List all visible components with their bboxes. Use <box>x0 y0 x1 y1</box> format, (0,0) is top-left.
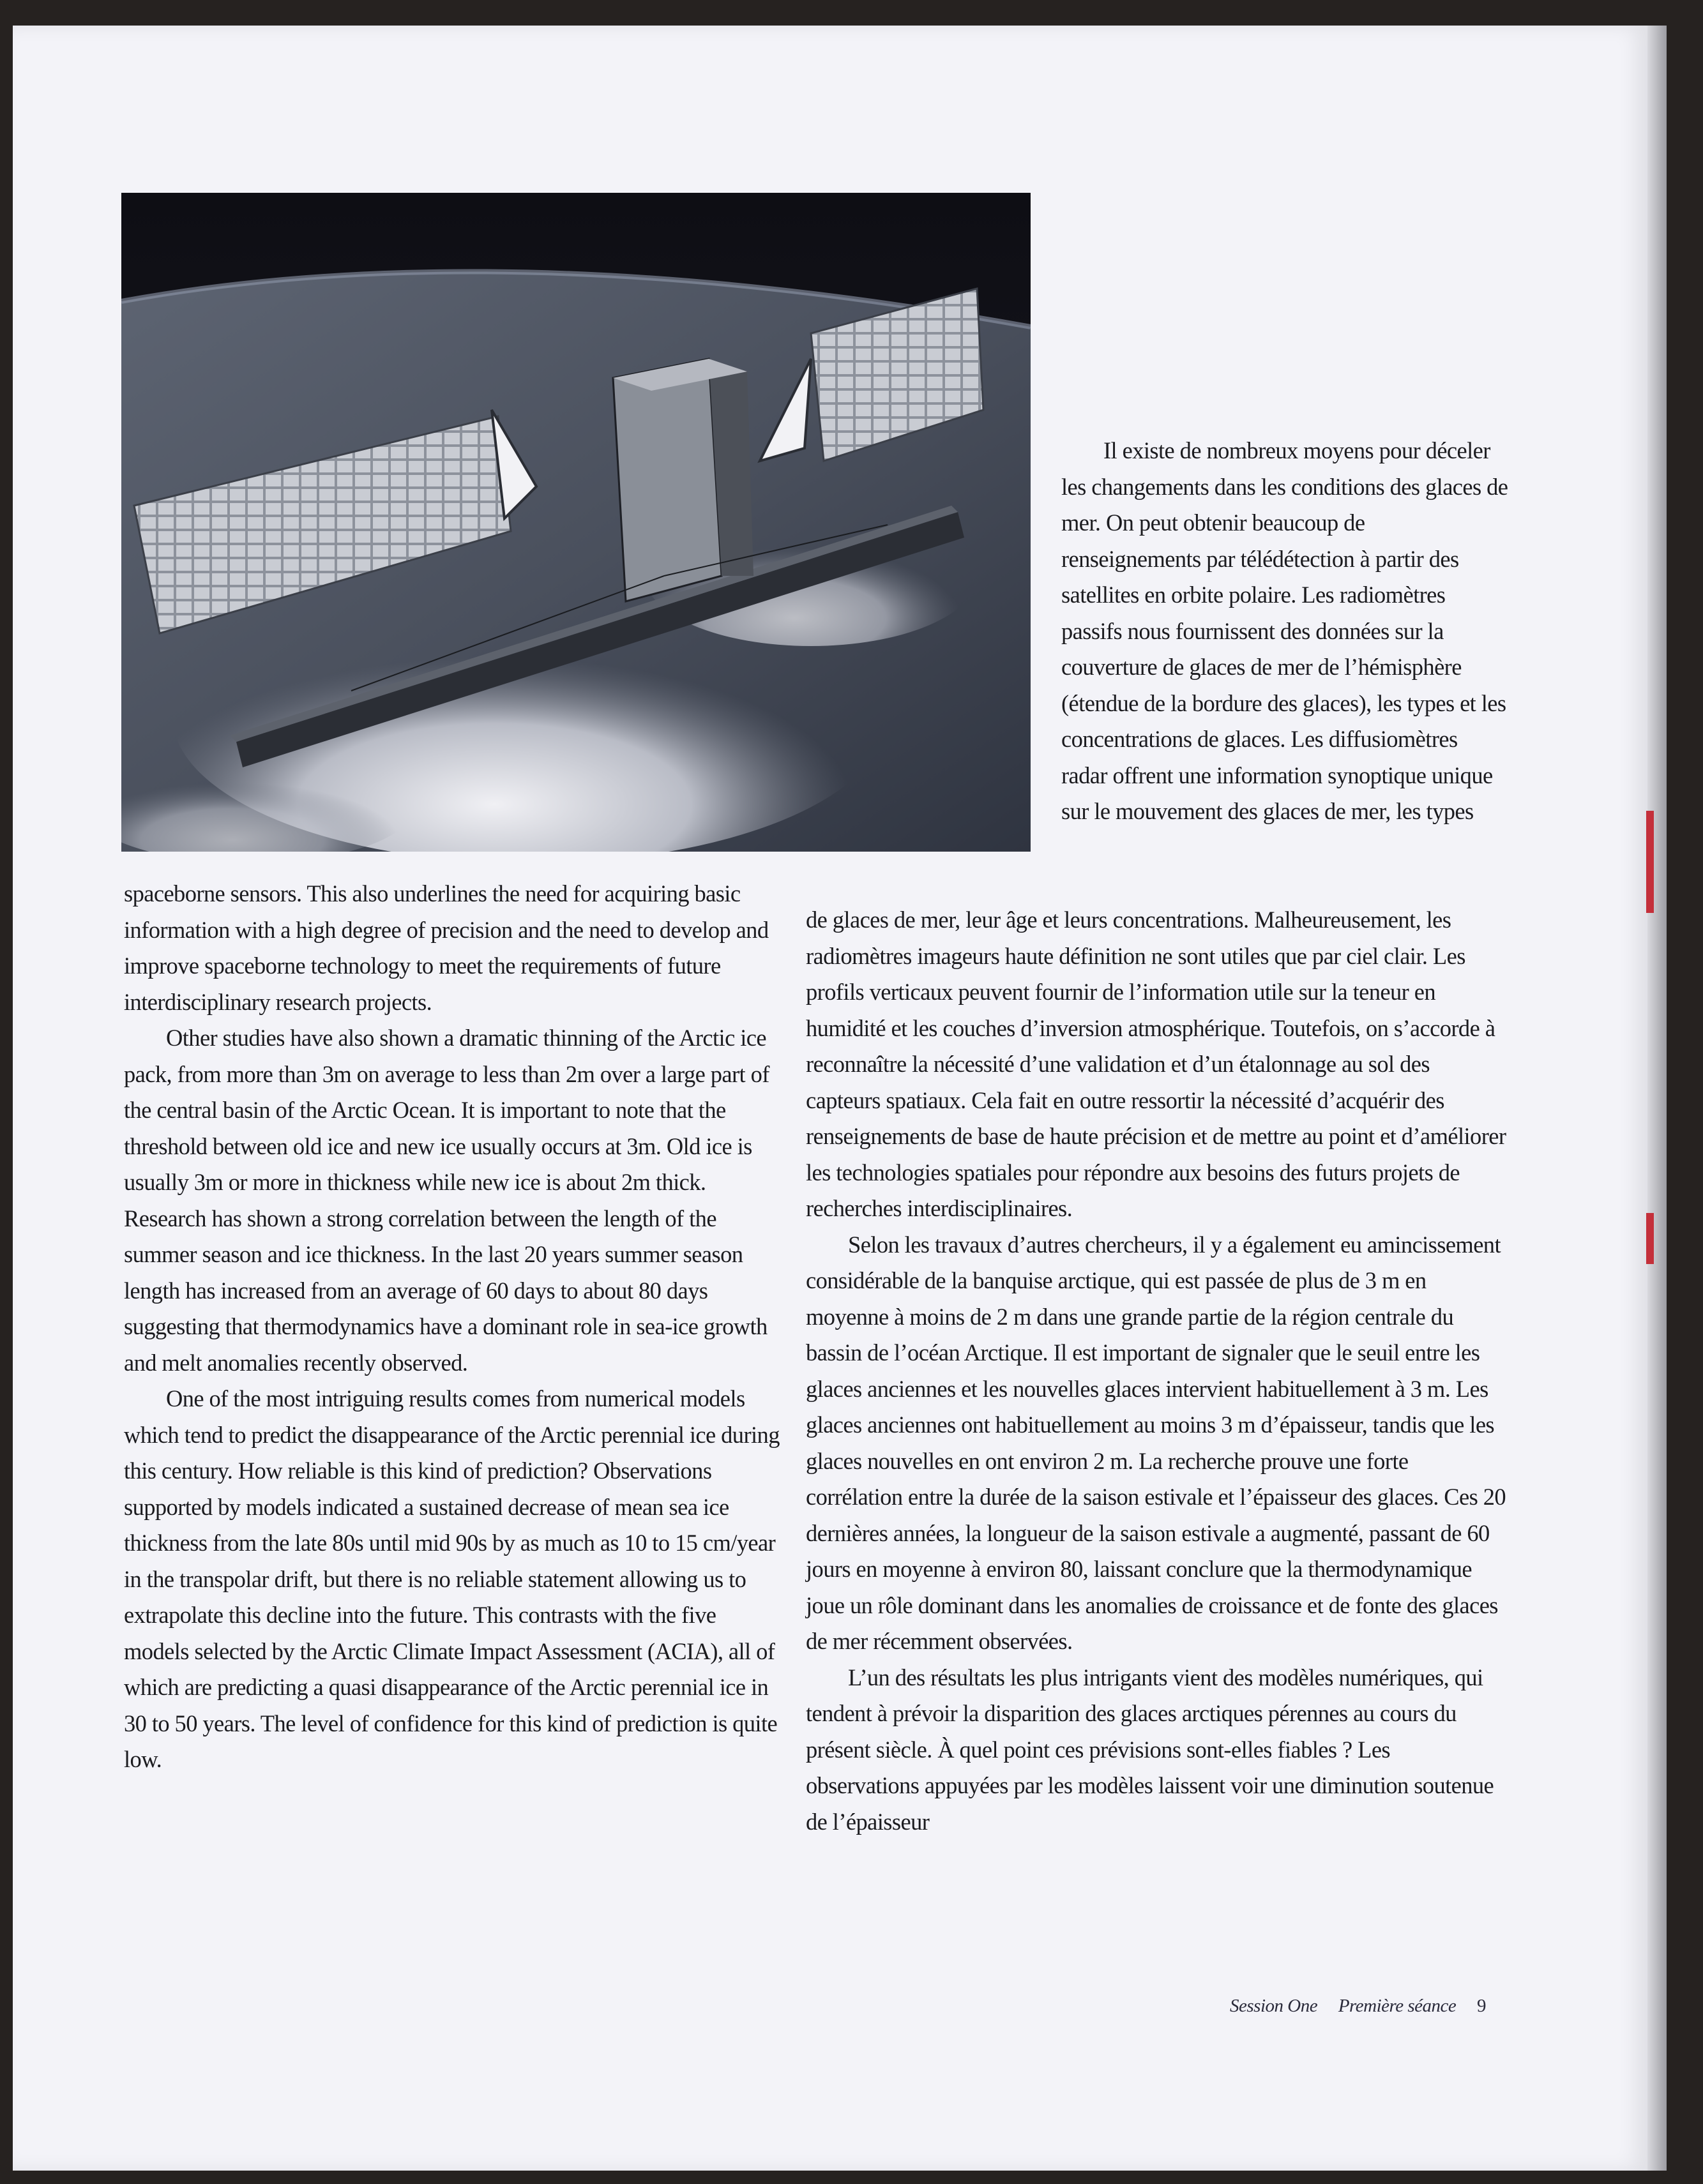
page-tab-marker <box>1646 1213 1654 1264</box>
column-right-top <box>1061 433 1508 830</box>
page-tab-marker <box>1646 811 1654 913</box>
footer-session-fr: Première séance <box>1338 1996 1457 2016</box>
paragraph: Other studies have also shown a dramatic thinning of the Arctic ice pack, from more than 3m on average to less than 2m over a large part of the central basin of the Arctic Ocean. It is important to note that the threshold between old ice and new ice usually occurs at 3m. Old ice is usually 3m or more in thickness while new ice is about 2m thick. Research has shown a strong correlation between the length of the summer season and ice thickness. In the last 20 years summer season length has increased from an average of 60 days to about 80 days suggesting that thermodynamics have a dominant role in sea-ice growth and melt anomalies recently observed. <box>124 1025 769 1376</box>
paragraph: de glaces de mer, leur âge et leurs concentrations. Malheureusement, les radiomètres imageurs haute définition ne sont utiles que par ciel clair. Les profils verticaux peuvent fournir de l’information utile sur la teneur en humidité et les couches d’inversion atmosphérique. Toutefois, on s’accorde à reconnaître la nécessité d’une validation et d’un étalonnage au sol des capteurs spatiaux. Cela fait en outre ressortir la nécessité d’acquérir des renseignements de base de haute précision et de mettre au point et d’améliorer les technologies spatiales pour répondre aux besoins des futurs projets de recherches interdisciplinaires. <box>806 907 1506 1221</box>
paragraph: One of the most intriguing results comes from numerical models which tend to predict the disappearance of the Arctic perennial ice during this century. How reliable is this kind of prediction? Observations supported by models indicated a sustained decrease of mean sea ice thickness from the late 80s until mid 90s by as much as 10 to 15 cm/year in the transpolar drift, but there is no reliable statement allowing us to extrapolate this decline into the future. This contrasts with the five models selected by the Arctic Climate Impact Assessment (ACIA), all of which are predicting a quasi disappearance of the Arctic perennial ice in 30 to 50 years. The level of confidence for this kind of prediction is quite low. <box>124 1385 780 1772</box>
page-edge <box>1647 26 1667 2171</box>
paragraph: L’un des résultats les plus intrigants vient des modèles numériques, qui tendent à prévoir la disparition des glaces arctiques pérennes au cours du présent siècle. À quel point ces prévisions sont-elles fiables ? Les observations appuyées par les modèles laissent voir une diminution soutenue de l’épaisseur <box>806 1664 1494 1835</box>
column-right <box>806 902 1508 1840</box>
satellite-over-earth-photo <box>121 193 1031 852</box>
column-left <box>124 876 782 1778</box>
satellite-photo <box>121 193 1031 852</box>
page-number: 9 <box>1476 1996 1486 2016</box>
paragraph: Il existe de nombreux moyens pour déceler les changements dans les conditions des glaces de mer. On peut obtenir beaucoup de renseignements par télédétection à partir des satellites en orbite polaire. Les radiomètres passifs nous fournissent des données sur la couverture de glaces de mer de l’hémisphère (étendue de la bordure des glaces), les types et les concentrations de glaces. Les diffusiomètres radar offrent une information synoptique unique sur le mouvement des glaces de mer, les types <box>1061 437 1508 824</box>
paragraph: Selon les travaux d’autres chercheurs, il y a également eu amincissement considérable de la banquise arctique, qui est passée de plus de 3 m en moyenne à moins de 2 m dans une grande partie de la région centrale du bassin de l’océan Arctique. Il est important de signaler que le seuil entre les glaces anciennes et les nouvelles glaces intervient habituellement à 3 m. Les glaces anciennes ont habituellement au moins 3 m d’épaisseur, tandis que les glaces nouvelles en ont environ 2 m. La recherche prouve une forte corrélation entre la durée de la saison estivale et l’épaisseur des glaces. Ces 20 dernières années, la longueur de la saison estivale a augmenté, passant de 60 jours en moyenne à environ 80, laissant conclure que la thermodynamique joue un rôle dominant dans les anomalies de croissance et de fonte des glaces de mer récemment observées. <box>806 1231 1506 1654</box>
footer-session-en: Session One <box>1230 1996 1318 2016</box>
page-footer <box>1230 1996 1486 2017</box>
paragraph: spaceborne sensors. This also underlines the need for acquiring basic information with a high degree of precision and the need to develop and improve spaceborne technology to meet the requirements of future interdisciplinary research projects. <box>124 880 769 1015</box>
